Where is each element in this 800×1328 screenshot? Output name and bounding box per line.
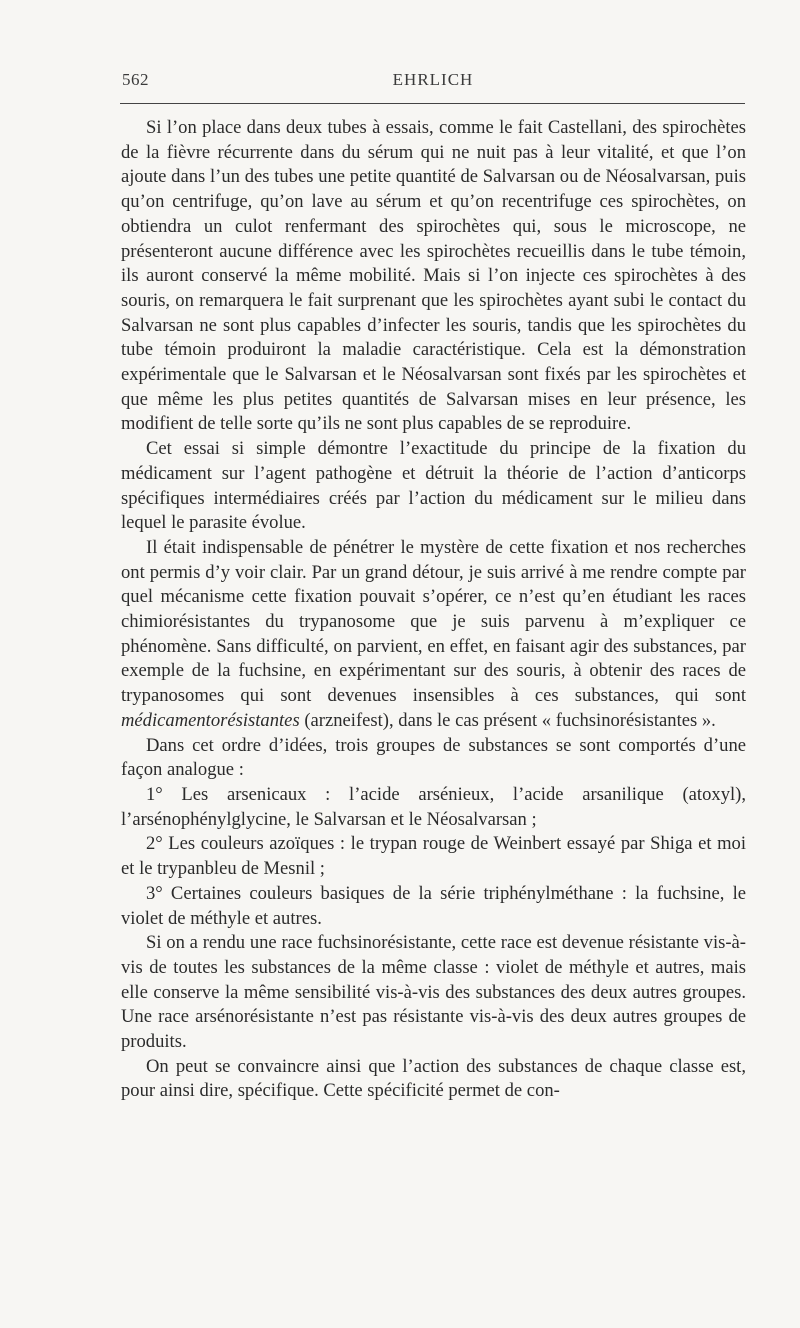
- list-item: 1° Les arsenicaux : l’acide arsénieux, l’acide arsanilique (atoxyl), l’arsénophénylglycine, le Salvarsan et le Néosalvarsan ;: [121, 783, 746, 830]
- page-header: [122, 70, 744, 94]
- page-number: 562: [122, 70, 149, 89]
- running-title: EHRLICH: [392, 70, 474, 89]
- paragraph: Cet essai si simple démontre l’exactitude du principe de la fixation du médicament sur l’agent pathogène et détruit la théorie de l’action d’anticorps spécifiques intermédiaires créés par l’action du médicament sur le milieu dans lequel le parasite évolue.: [121, 438, 746, 534]
- paragraph-text: Il était indispensable de pénétrer le mystère de cette fixation et nos recherches ont permis d’y voir clair. Par un grand détour, je suis arrivé à me rendre compte par quel mécanisme cette fixation pouvait s’opérer, ce n’est qu’en étudiant les races chimiorésistantes du trypanosome que je suis parvenu à m’expliquer ce phénomène. Sans difficulté, on parvient, en effet, en faisant agir des substances, par exemple de la fuchsine, en expérimentant sur des souris, à obtenir des races de trypanosomes qui sont devenues insensibles à ces substances, qui sont: [121, 536, 746, 707]
- header-rule: [120, 103, 745, 104]
- list-item: 3° Certaines couleurs basiques de la série triphénylméthane : la fuchsine, le violet de méthyle et autres.: [121, 882, 746, 929]
- paragraph: On peut se convaincre ainsi que l’action des substances de chaque classe est, pour ainsi dire, spécifique. Cette spécificité permet de con-: [121, 1055, 746, 1102]
- italic-term: médicamentorésistantes: [121, 709, 300, 731]
- paragraph-text-continued: (arzneifest), dans le cas présent « fuchsinorésistantes ».: [299, 709, 716, 731]
- paragraph: Si l’on place dans deux tubes à essais, comme le fait Castellani, des spirochètes de la fièvre récurrente dans du sérum qui ne nuit pas à leur vitalité, et que l’on ajoute dans l’un des tubes une petite quantité de Salvarsan ou de Néosalvarsan, puis qu’on centrifuge, qu’on lave au sérum et qu’on recentrifuge ces spirochètes, on obtiendra un culot renfermant des spirochètes qui, sous le microscope, ne présenteront aucune différence avec les spirochètes recueillis dans le tube témoin, ils auront conservé la même mobilité. Mais si l’on injecte ces spirochètes à des souris, on remarquera le fait surprenant que les spirochètes ayant subi le contact du Salvarsan ne sont plus capables d’infecter les souris, tandis que les spirochètes du tube témoin produiront la maladie caractéristique. Cela est la démonstration expérimentale que le Salvarsan et le Néosalvarsan sont fixés par les spirochètes et que même les plus petites quantités de Salvarsan mises en leur présence, les modifient de telle sorte qu’ils ne sont plus capables de se reproduire.: [121, 117, 746, 435]
- list-item: 2° Les couleurs azoïques : le trypan rouge de Weinbert essayé par Shiga et moi et le trypanbleu de Mesnil ;: [121, 833, 746, 880]
- paragraph: Si on a rendu une race fuchsinorésistante, cette race est devenue résistante vis-à-vis de toutes les substances de la même classe : violet de méthyle et autres, mais elle conserve la même sensibilité vis-à-vis des substances des deux autres groupes. Une race arsénorésistante n’est pas résistante vis-à-vis des deux autres groupes de produits.: [121, 932, 746, 1053]
- paragraph: Dans cet ordre d’idées, trois groupes de substances se sont comportés d’une façon analogue :: [121, 734, 746, 781]
- body-text: [121, 116, 746, 1104]
- paragraph: [121, 536, 746, 734]
